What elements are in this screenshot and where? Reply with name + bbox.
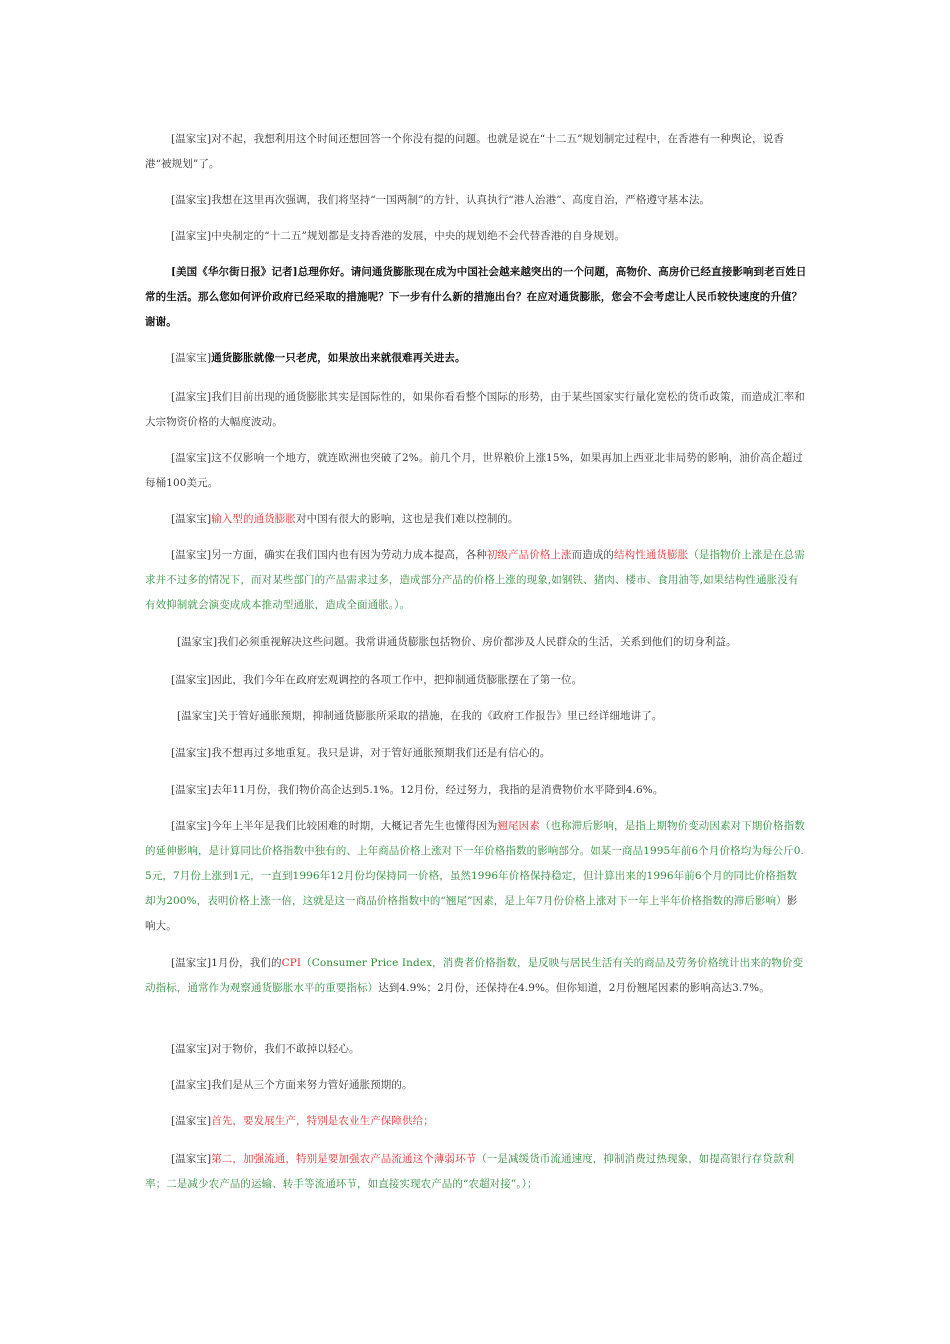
paragraph-text: 而造成的 [571,549,615,561]
paragraph [145,385,807,435]
speaker-label: [温家宝] [171,1079,212,1091]
paragraph-text: 中央制定的“十二五”规划都是支持香港的发展，中央的规划绝不会代替香港的自身规划。 [211,230,625,242]
paragraph [145,704,807,729]
speaker-label: [温家宝] [171,1115,212,1127]
paragraph-text: 对于物价，我们不敢掉以轻心。 [211,1043,360,1055]
paragraph [145,1147,807,1197]
paragraph-text: （也称滞后影响，是指上期物价变动因素对下期价格指数的延伸影响，是计算同比价格指数中独有的、上年商品价格上涨对下一年价格指数的影响部分。如某一商品1995年前6个月价格均为每公斤0.5元，7月份上涨到1元，一直到1996年12月份均保持同一价格，虽然1996年价格保持稳定，但计算出来的1996年前6个月的同比价格指数却为200%，表明价格上涨一倍，这就是这一商品价格指数中的“翘尾”因素，是上年7月份价格上涨对下一年上半年价格指数的滞后影响） [145,820,805,907]
paragraph-text: （一是减缓货币流通速度，抑制消费过热现象，如提高银行存贷款利率；二是减少农产品的运输、转手等流通环节，如直接实现农产品的“农超对接”。）； [145,1153,795,1190]
paragraph-text: 结构性通货膨胀 [614,549,689,561]
paragraph [145,543,807,618]
paragraph-text: 这不仅影响一个地方，就连欧洲也突破了2%。前几个月，世界粮价上涨15%，如果再加上西亚北非局势的影响，油价高企超过每桶100美元。 [145,452,803,489]
paragraph [145,778,807,803]
speaker-label: [温家宝] [171,674,212,686]
paragraph-text: 今年上半年是我们比较困难的时期，大概记者先生也懂得因为 [211,820,498,832]
speaker-label: [温家宝] [171,452,212,464]
paragraph-text: 因此，我们今年在政府宏观调控的各项工作中，把抑制通货膨胀摆在了第一位。 [211,674,583,686]
paragraph [145,346,807,371]
paragraph [145,127,807,177]
paragraph-text: 我想在这里再次强调，我们将坚持“一国两制”的方针，认真执行“港人治港”、高度自治，严格遵守基本法。 [211,194,711,206]
paragraph-text: CPI [281,957,302,969]
speaker-label: [温家宝] [171,784,212,796]
speaker-label: [温家宝] [171,1153,212,1165]
paragraph-text: （是指物价上涨是在总需求并不过多的情况下，而对某些部门的产品需求过多，造成部分产品的价格上涨的现象,如钢铁、猪肉、楼市、食用油等,如果结构性通胀没有有效抑制就会演变成成本推动型通胀，造成全面通胀。）。 [145,549,805,611]
speaker-label: [美国《华尔街日报》记者]总理你好。请问通货膨胀现在成为中国社会越来越突出的一个问题，高物价、高房价已经直接影响到老百姓日常的生活。那么您如何评价政府已经采取的措施呢？下一步有什么新的措施出台？在应对通货膨胀，您会不会考虑让人民币较快速度的升值？谢谢。 [145,266,807,328]
paragraph-text: 我们目前出现的通货膨胀其实是国际性的，如果你看看整个国际的形势，由于某些国家实行量化宽松的货币政策，而造成汇率和大宗物资价格的大幅度波动。 [145,391,805,428]
speaker-label: [温家宝] [171,194,212,206]
paragraph [145,668,807,693]
speaker-label: [温家宝] [171,391,212,403]
paragraph [145,1073,807,1098]
paragraph [145,1109,807,1134]
paragraph [145,630,807,655]
paragraph [145,224,807,249]
paragraph-text: 翘尾因素 [497,820,540,832]
paragraph-text: 我们是从三个方面来努力管好通胀预期的。 [211,1079,413,1091]
paragraph-text: 达到4.9%；2月份，还保持在4.9%。但你知道，2月份翘尾因素的影响高达3.7%。 [378,982,770,994]
paragraph-text: 去年11月份，我们物价高企达到5.1%。12月份，经过努力，我指的是消费物价水平降到4.6%。 [211,784,664,796]
speaker-label: [温家宝] [171,513,212,525]
paragraph-text: 输入型的通货膨胀 [211,513,297,525]
paragraph-text: 通货膨胀就像一只老虎，如果放出来就很难再关进去。 [211,352,466,364]
paragraph-text: 另一方面，确实在我们国内也有因为劳动力成本提高，各种 [211,549,487,561]
paragraph-text: 我们必须重视解决这些问题。我常讲通货膨胀包括物价、房价都涉及人民群众的生活，关系到他们的切身利益。 [217,636,737,648]
speaker-label: [温家宝] [177,710,218,722]
paragraph-text: 首先，要发展生产，特别是农业生产保障供给； [211,1115,434,1127]
speaker-label: [温家宝] [171,1043,212,1055]
speaker-label: [温家宝] [171,230,212,242]
paragraph-text: 第二，加强流通，特别是要加强农产品流通这个薄弱环节 [211,1153,477,1165]
speaker-label: [温家宝] [177,636,218,648]
paragraph [145,1037,807,1062]
paragraph-text: 1月份，我们的 [211,957,282,969]
paragraph-text: 对不起，我想利用这个时间还想回答一个你没有提的问题。也就是说在“十二五”规划制定过程中，在香港有一种舆论，说香港“被规划”了。 [145,133,784,170]
speaker-label: [温家宝] [171,820,212,832]
paragraph-text: 对中国有很大的影响，这也是我们难以控制的。 [296,513,519,525]
paragraph-text: 初级产品价格上涨 [486,549,572,561]
paragraph [145,951,807,1001]
paragraph [145,188,807,213]
speaker-label: [温家宝] [171,747,212,759]
speaker-label: [温家宝] [171,957,212,969]
paragraph-text: 我不想再过多地重复。我只是讲，对于管好通胀预期我们还是有信心的。 [211,747,551,759]
speaker-label: [温家宝] [171,352,212,364]
paragraph [145,446,807,496]
paragraph [145,507,807,532]
paragraph [145,260,807,335]
paragraph [145,814,807,939]
paragraph-text: 影响大。 [145,895,798,932]
speaker-label: [温家宝] [171,549,212,561]
paragraph [145,741,807,766]
paragraph-text: （Consumer Price Index，消费者价格指数，是反映与居民生活有关的商品及劳务价格统计出来的物价变动指标，通常作为观察通货膨胀水平的重要指标） [145,957,804,994]
speaker-label: [温家宝] [171,133,212,145]
paragraph-text: 关于管好通胀预期，抑制通货膨胀所采取的措施，在我的《政府工作报告》里已经详细地讲了。 [217,710,663,722]
